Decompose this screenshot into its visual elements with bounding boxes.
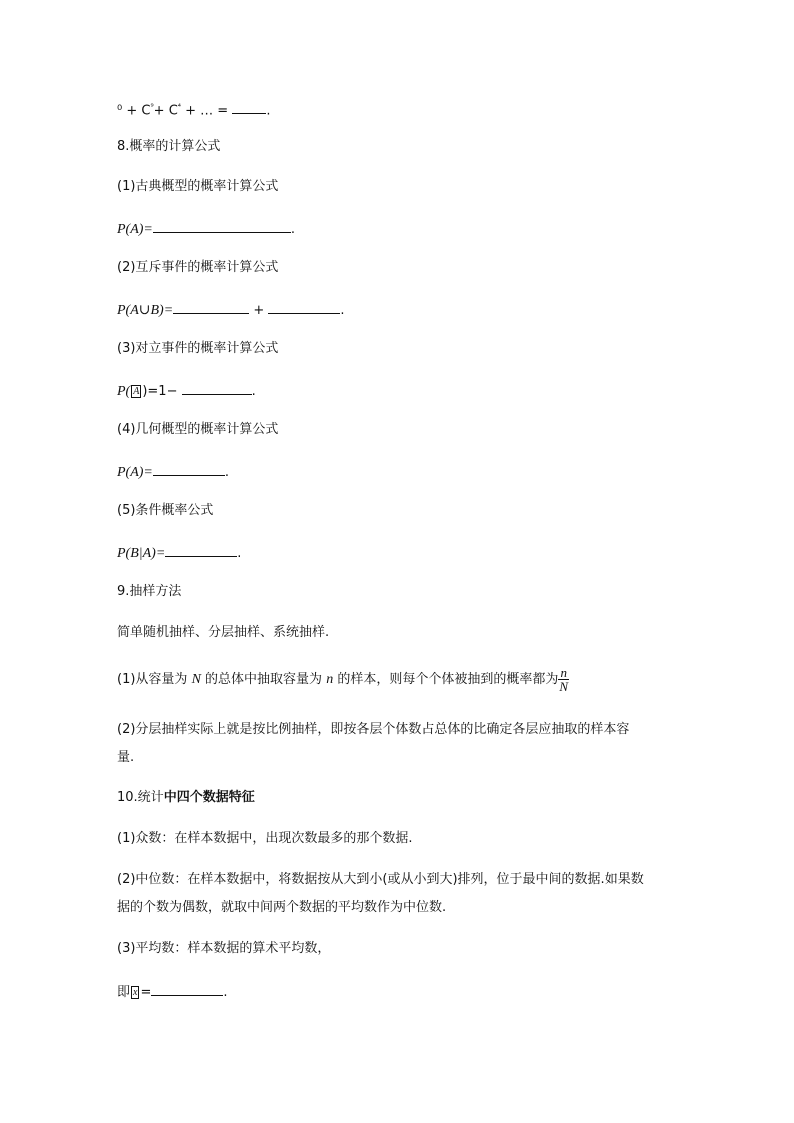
s8-item5-label: (5)条件概率公式 [117,503,214,518]
s9-item2-line1: (2)分层抽样实际上就是按比例抽样，即按各层个体数占总体的比确定各层应抽取的样本容 [117,722,630,737]
s9-item2-line2: 量. [117,750,135,765]
answer-blank[interactable] [182,381,252,395]
answer-blank[interactable] [173,300,249,314]
mean-symbol: x [133,987,138,998]
answer-blank[interactable] [153,462,225,476]
answer-blank[interactable] [165,543,237,557]
s8-item3-label: (3)对立事件的概率计算公式 [117,341,279,356]
s10-item2-line1: (2)中位数：在样本数据中，将数据按从大到小(或从小到大)排列，位于最中间的数据.如果数 [117,872,644,887]
s8-item1-formula: P(A)= . [117,219,295,239]
answer-blank[interactable] [232,100,266,114]
s9-item1: (1)从容量为 N 的总体中抽取容量为 n 的样本，则每个个体被抽到的概率都为 $\frac{n}{N}$ [117,665,569,694]
combination-sum-line: $^0 + C^{^9}+ C^{^4}$ + … = . [117,102,271,119]
s10-item1: (1)众数：在样本数据中，出现次数最多的那个数据. [117,831,413,846]
s8-item2-label: (2)互斥事件的概率计算公式 [117,260,279,275]
complement-symbol: A [133,386,140,397]
s8-item2-formula: P(A∪B)= + . [117,300,345,320]
section-10-heading: 10.统计中四个数据特征 [117,790,255,805]
s8-item3-formula: P( A )=1− . [117,381,256,401]
answer-blank[interactable] [268,300,340,314]
answer-blank[interactable] [153,219,291,233]
s8-item4-label: (4)几何概型的概率计算公式 [117,422,279,437]
s8-item4-formula: P(A)= . [117,462,229,482]
probability-fraction: $\frac{n}{N}$ [559,665,569,694]
s8-item1-label: (1)古典概型的概率计算公式 [117,179,279,194]
s10-item3: (3)平均数：样本数据的算术平均数， [117,941,331,956]
s8-item5-formula: P(B|A)= . [117,543,241,563]
section-9-heading: 9.抽样方法 [117,584,182,599]
s10-item3-formula: 即 x = . [117,982,228,1002]
section-8-heading: 8.概率的计算公式 [117,139,221,154]
answer-blank[interactable] [151,982,223,996]
s10-item2-line2: 据的个数为偶数，就取中间两个数据的平均数作为中位数. [117,900,447,915]
s9-intro: 简单随机抽样、分层抽样、系统抽样. [117,625,330,640]
leading-superscript: ⁰ [117,103,123,119]
